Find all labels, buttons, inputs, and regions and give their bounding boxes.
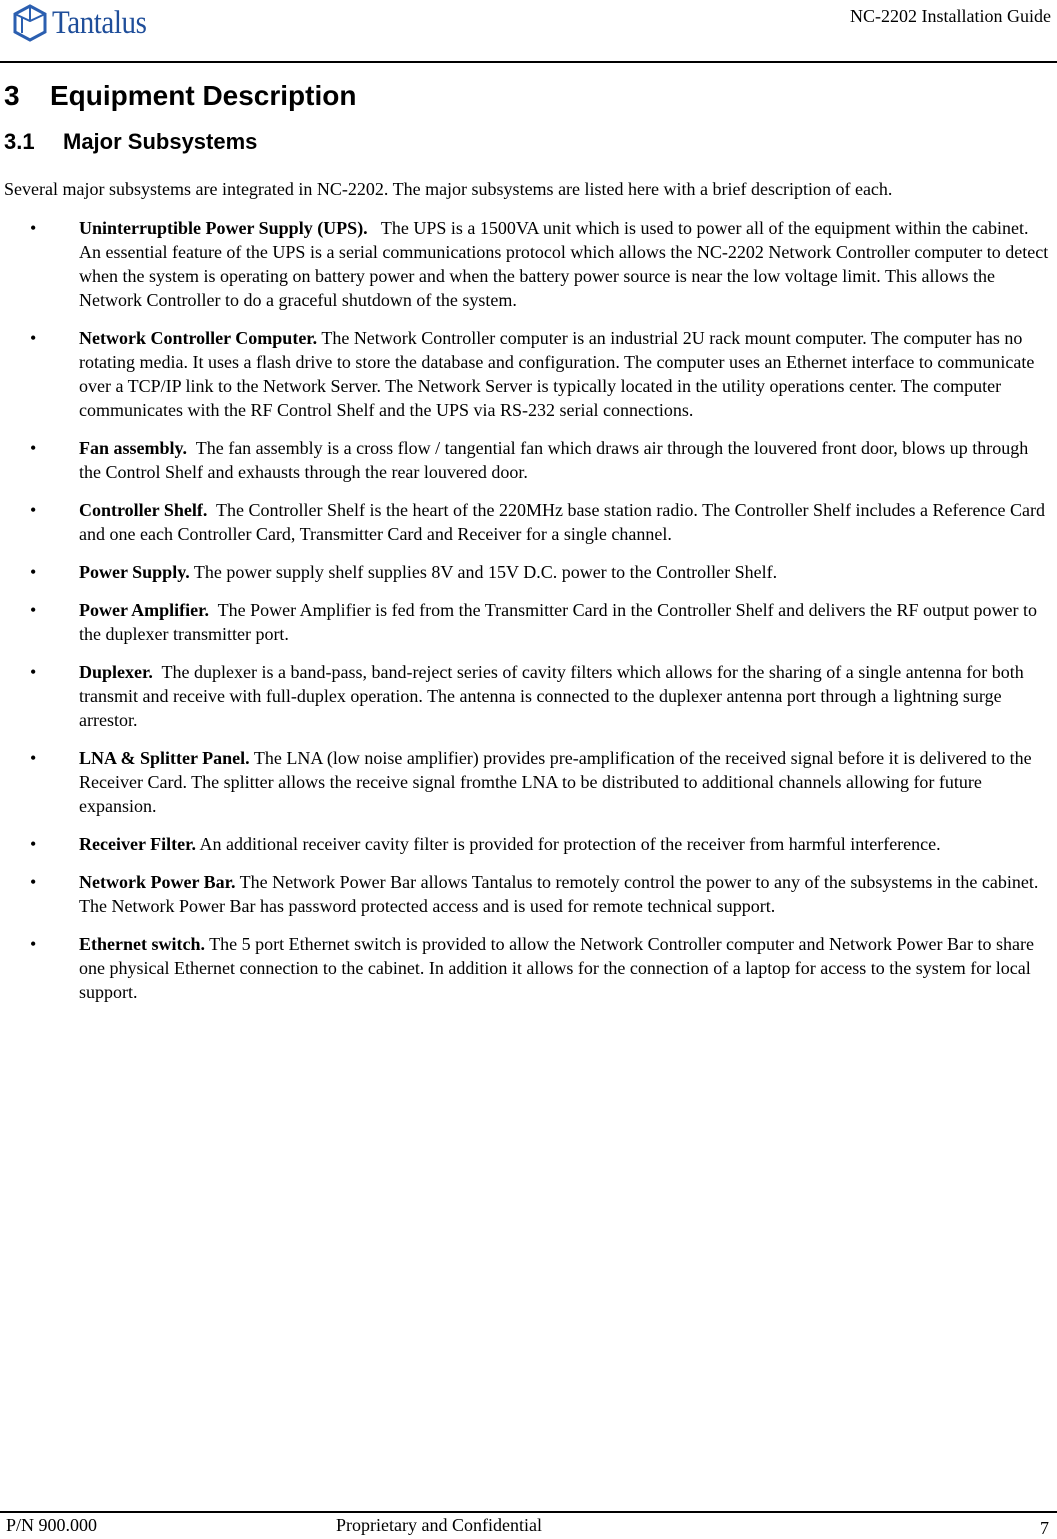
list-item: [0, 326, 1057, 422]
bullet-icon: •: [30, 834, 37, 854]
list-item: [0, 216, 1057, 312]
list-item: [0, 870, 1057, 918]
list-item: [0, 436, 1057, 484]
bullet-icon: •: [30, 872, 37, 892]
bullet-icon: •: [30, 934, 37, 954]
list-item: [0, 932, 1057, 1004]
bullet-icon: •: [30, 662, 37, 682]
list-item: [0, 598, 1057, 646]
item-term: Duplexer.: [79, 662, 153, 682]
item-text: The UPS is a 1500VA unit which is used to power all of the equipment within the cabinet. An essential feature of the UPS is a serial communications protocol which allows the NC-2202 Network Controller computer to detect when the system is operating on battery power and when the battery power source is near the low voltage limit. This allows the Network Controller to do a graceful shutdown of the system.: [79, 218, 1049, 310]
list-item: [0, 560, 1057, 584]
item-term: Controller Shelf.: [79, 500, 208, 520]
item-term: LNA & Splitter Panel.: [79, 748, 250, 768]
item-text: The power supply shelf supplies 8V and 15V D.C. power to the Controller Shelf.: [193, 562, 778, 582]
section-heading: [4, 80, 356, 112]
subsystem-list: [0, 216, 1057, 1018]
item-text: The LNA (low noise amplifier) provides pre-amplification of the received signal before it is delivered to the Receiver Card. The splitter allows the receive signal fromthe LNA to be distributed to additional channels allowing for future expansion.: [79, 748, 1032, 816]
bullet-icon: •: [30, 328, 37, 348]
intro-paragraph: Several major subsystems are integrated in NC-2202. The major subsystems are listed here with a brief description of each.: [4, 179, 893, 199]
item-text: An additional receiver cavity filter is provided for protection of the receiver from harmful interference.: [199, 834, 941, 854]
bullet-icon: •: [30, 562, 37, 582]
header-divider: [0, 61, 1057, 63]
cube-logo-icon: [10, 3, 50, 43]
section-title: Equipment Description: [50, 80, 357, 111]
list-item: [0, 498, 1057, 546]
item-term: Receiver Filter.: [79, 834, 196, 854]
item-term: Power Amplifier.: [79, 600, 209, 620]
bullet-icon: •: [30, 748, 37, 768]
item-term: Power Supply.: [79, 562, 190, 582]
item-term: Network Controller Computer.: [79, 328, 318, 348]
logo-wordmark: Tantalus: [52, 4, 147, 41]
section-number: 3: [4, 80, 20, 111]
subsection-number: 3.1: [4, 129, 35, 154]
page-header: [0, 0, 1057, 62]
subsection-title: Major Subsystems: [63, 129, 258, 154]
item-term: Ethernet switch.: [79, 934, 205, 954]
item-text: The fan assembly is a cross flow / tangential fan which draws air through the louvered front door, blows up through the Control Shelf and exhausts through the rear louvered door.: [79, 438, 1029, 482]
part-number: P/N 900.000: [6, 1515, 98, 1535]
item-text: The 5 port Ethernet switch is provided to allow the Network Controller computer and Network Power Bar to share one physical Ethernet connection to the cabinet. In addition it allows for the connection of a laptop for access to the system for local support.: [79, 934, 1034, 1002]
item-term: Uninterruptible Power Supply (UPS).: [79, 218, 368, 238]
list-item: [0, 832, 1057, 856]
item-term: Fan assembly.: [79, 438, 188, 458]
list-item: [0, 746, 1057, 818]
bullet-icon: •: [30, 438, 37, 458]
bullet-icon: •: [30, 500, 37, 520]
footer-divider: [0, 1511, 1057, 1513]
bullet-icon: •: [30, 218, 37, 238]
item-text: The Controller Shelf is the heart of the 220MHz base station radio. The Controller Shelf includes a Reference Card and one each Controller Card, Transmitter Card and Receiver for a single channel.: [79, 500, 1045, 544]
list-item: [0, 660, 1057, 732]
item-text: The Network Controller computer is an industrial 2U rack mount computer. The computer has no rotating media. It uses a flash drive to store the database and configuration. The computer uses an Ethernet interface to communicate over a TCP/IP link to the Network Server. The Network Server is typically located in the utility operations center. The computer communicates with the RF Control Shelf and the UPS via RS-232 serial connections.: [79, 328, 1035, 420]
document-title: NC-2202 Installation Guide: [850, 6, 1051, 26]
bullet-icon: •: [30, 600, 37, 620]
item-text: The Network Power Bar allows Tantalus to remotely control the power to any of the subsystems in the cabinet. The Network Power Bar has password protected access and is used for remote technical support.: [79, 872, 1039, 916]
company-logo: [10, 2, 159, 44]
item-text: The duplexer is a band-pass, band-reject series of cavity filters which allows for the sharing of a single antenna for both transmit and receive with full-duplex operation. The antenna is connected to the duplexer antenna port through a lightning surge arrestor.: [79, 662, 1024, 730]
subsection-heading: [4, 129, 257, 155]
page-number: 7: [1040, 1518, 1049, 1538]
confidentiality-notice: Proprietary and Confidential: [336, 1515, 542, 1535]
item-term: Network Power Bar.: [79, 872, 236, 892]
item-text: The Power Amplifier is fed from the Transmitter Card in the Controller Shelf and delivers the RF output power to the duplexer transmitter port.: [79, 600, 1038, 644]
